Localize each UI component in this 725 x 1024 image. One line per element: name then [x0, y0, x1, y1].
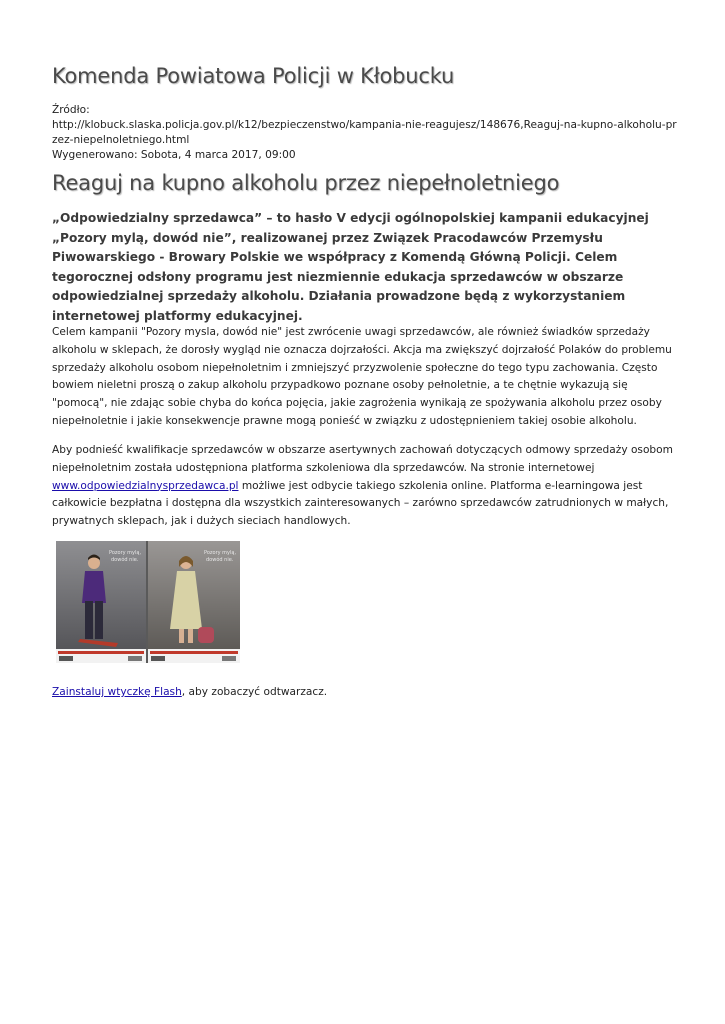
- flash-notice-text: , aby zobaczyć odtwarzacz.: [181, 686, 328, 698]
- paragraph-2-text-before: Aby podnieść kwalifikacje sprzedawców w obszarze asertywnych zachowań dotyczących odmowy sprzedaży osobom niepełnoletnim została udostępniona platforma szkoleniowa dla sprzedawców. Na stronie internetowej: [52, 444, 673, 474]
- campaign-poster-graphic: [56, 541, 240, 663]
- poster-right-caption-line-1: Pozory mylą,: [204, 550, 237, 556]
- campaign-website-link[interactable]: www.odpowiedzialnysprzedawca.pl: [52, 479, 239, 492]
- poster-left-caption-line-1: Pozory mylą,: [109, 550, 142, 556]
- poster-right-caption-line-2: dowód nie.: [206, 557, 234, 563]
- article-paragraph-1: Celem kampanii "Pozory mysla, dowód nie" jest zwrócenie uwagi sprzedawców, ale również świadków sprzedaży alkoholu w sklepach, że dorosły wygląd nie oznacza dojrzałości. Akcja ma zwiększyć dojrzałość Polaków do problemu sprzedaży alkoholu osobom niepełnoletnim i zmniejszyć przyzwolenie społeczne do tego typu zachowania. Często bowiem nieletni proszą o zakup alkoholu przypadkowo poznane osoby pełnoletnie, a te chętnie wykazują się "pomocą", nie zdając sobie chyba do końca pojęcia, jakie zagrożenia wynikają ze spożywania alkoholu przez osoby niepełnoletnie i jakie konsekwencje prawne mogą ponieść w związku z udostępnieniem takiej osobie alkoholu.: [52, 326, 672, 427]
- article-title: Reaguj na kupno alkoholu przez niepełnoletniego: [52, 171, 560, 195]
- paragraph-2-text-after: możliwe jest odbycie takiego szkolenia online. Platforma e-learningowa jest całkowicie bezpłatna i dostępna dla wszystkich zainteresowanych – zarówno sprzedawców zatrudnionych w małych, prywatnych sklepach, jak i dużych sieciach handlowych.: [52, 479, 669, 528]
- source-meta: [52, 103, 677, 163]
- source-url: http://klobuck.slaska.policja.gov.pl/k12/bezpieczenstwo/kampania-nie-reagujesz/148676,Reaguj-na-kupno-alkoholu-przez-niepelnoletniego.html: [52, 119, 677, 146]
- poster-left-caption-line-2: dowód nie.: [111, 557, 139, 563]
- source-label: Źródło:: [52, 104, 90, 116]
- article-paragraph-2: [52, 442, 677, 531]
- site-title: Komenda Powiatowa Policji w Kłobucku: [52, 64, 455, 88]
- campaign-poster-image: [56, 541, 240, 663]
- flash-notice: [52, 686, 327, 698]
- install-flash-link[interactable]: Zainstaluj wtyczkę Flash: [52, 686, 182, 698]
- generated-date: Wygenerowano: Sobota, 4 marca 2017, 09:00: [52, 149, 296, 161]
- article-lead: „Odpowiedzialny sprzedawca” – to hasło V edycji ogólnopolskiej kampanii edukacyjnej „Pozory mylą, dowód nie”, realizowanej przez Związek Pracodawców Przemysłu Piwowarskiego - Browary Polskie we współpracy z Komendą Główną Policji. Celem tegorocznej odsłony programu jest niezmiennie edukacja sprzedawców w obszarze odpowiedzialnej sprzedaży alkoholu. Działania prowadzone będą z wykorzystaniem internetowej platformy edukacyjnej.: [52, 211, 649, 323]
